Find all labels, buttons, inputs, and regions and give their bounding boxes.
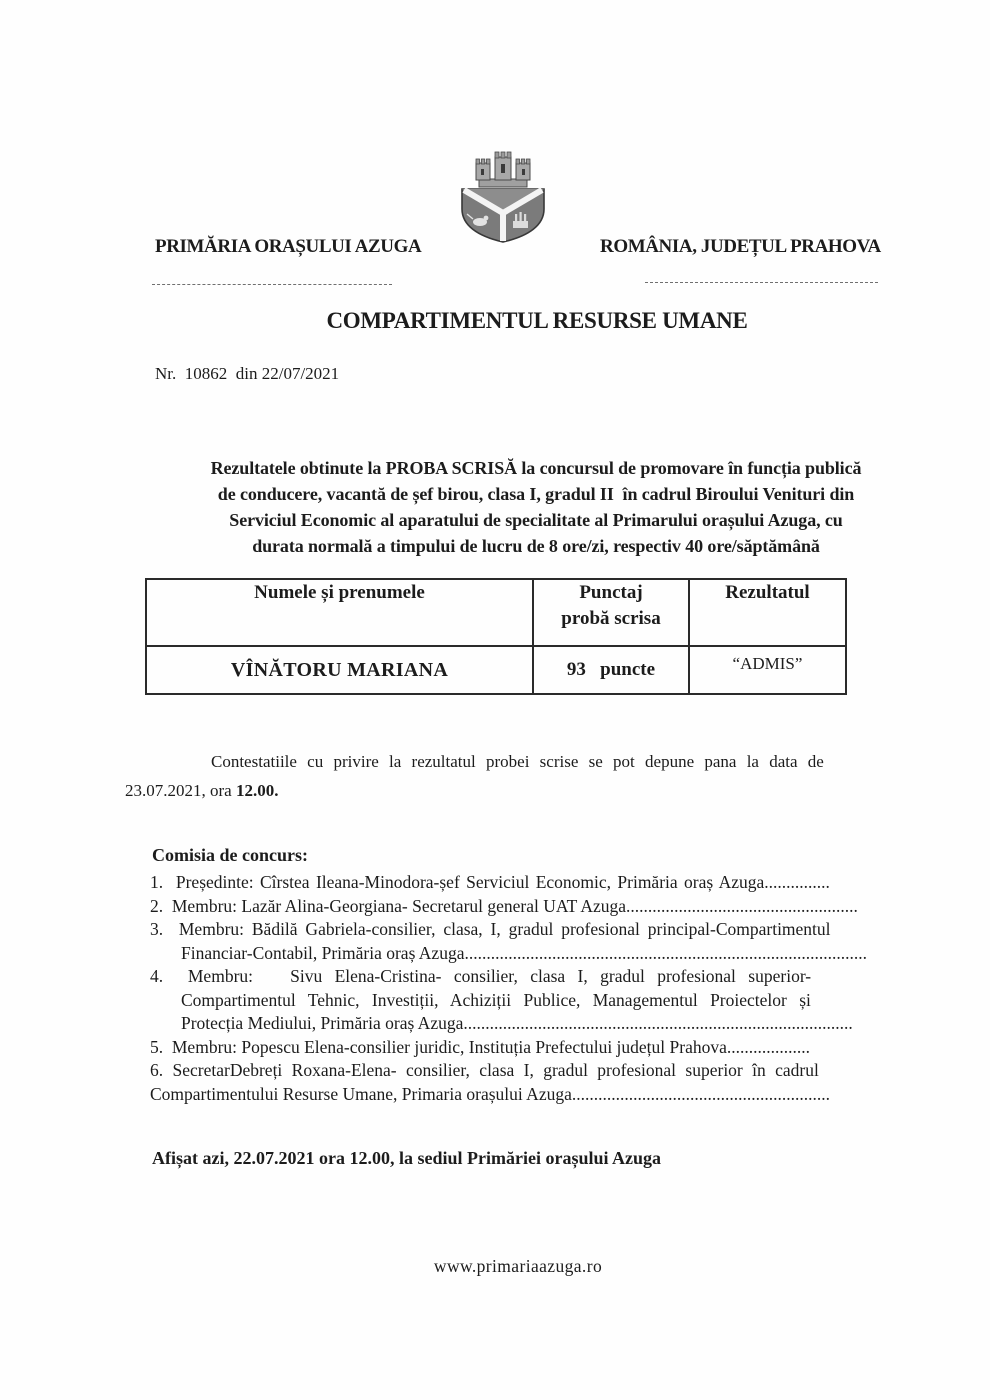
column-header-label: probă scrisa [561,608,661,629]
intro-line: durata normală a timpului de lucru de 8 ore/zi, respectiv 40 ore/săptămână [252,536,820,556]
score-value: 93 puncte [566,659,656,680]
contestation-paragraph [125,747,925,805]
header-rule-right [645,282,878,283]
column-header-name [146,579,533,646]
column-header-label: Punctaj [579,582,643,603]
commission-line: 6. SecretarDebreți Roxana-Elena- consilier, clasa I, gradul profesional superior în cadrul [150,1060,819,1080]
commission-line: Compartimentul Tehnic, Investiții, Achiziții Publice, Managementul Proiectelor și [181,989,811,1010]
intro-paragraph [143,455,929,559]
candidate-name: VÎNĂTORU MARIANA [230,658,449,681]
intro-line: Serviciul Economic al aparatului de specialitate al Primarului orașului Azuga, cu [229,510,843,530]
commission-line: 4. Membru: Sivu Elena-Cristina- consilier, clasa I, gradul profesional superior- [150,966,812,986]
commission-line: 5. Membru: Popescu Elena-consilier juridic, Instituția Prefectului județul Prahova................... [150,1036,811,1057]
registration-number: Nr. 10862 din 22/07/2021 [155,364,340,383]
column-header-score [533,579,689,646]
contestation-line: Contestatiile cu privire la rezultatul probei scrise se pot depune pana la data de [211,752,824,771]
table-row [146,646,846,694]
commission-line: Protecția Mediului, Primăria oraș Azuga......................................................................................... [181,1013,853,1033]
header-left-text: PRIMĂRIA ORAȘULUI AZUGA [155,236,422,257]
results-table [145,578,847,695]
commission-heading: Comisia de concurs: [152,845,308,865]
contestation-deadline-hour: 12.00. [235,781,279,800]
contestation-line [125,776,925,805]
commission-line: Financiar-Contabil, Primăria oraș Azuga............................................................................................ [181,942,867,963]
header-rule-left [152,284,392,285]
header-right-text: ROMÂNIA, JUDEȚUL PRAHOVA [600,236,881,257]
coat-of-arms-icon [459,149,547,245]
intro-line: de conducere, vacantă de șef birou, clasa I, gradul II în cadrul Biroului Venituri din [217,484,855,504]
result-value: “ADMIS” [732,654,803,673]
commission-line: 1. Președinte: Cîrstea Ileana-Minodora-șef Serviciul Economic, Primăria oraș Azuga............... [150,872,830,892]
table-header-row [146,579,846,646]
column-header-label: Rezultatul [725,582,810,603]
posted-notice: Afișat azi, 22.07.2021 ora 12.00, la sediul Primăriei orașului Azuga [152,1148,661,1168]
column-header-label: Numele și prenumele [254,582,425,603]
commission-line: 3. Membru: Bădilă Gabriela-consilier, clasa, I, gradul profesional principal-Compartimentul [150,919,831,939]
page-title: COMPARTIMENTUL RESURSE UMANE [326,308,748,333]
commission-line: 2. Membru: Lazăr Alina-Georgiana- Secretarul general UAT Azuga..................................................... [150,895,858,916]
column-header-result [689,579,846,646]
contestation-deadline-prefix: 23.07.2021, ora [125,781,236,800]
intro-line: Rezultatele obtinute la PROBA SCRISĂ la concursul de promovare în funcția publică [210,458,862,478]
commission-line: Compartimentului Resurse Umane, Primaria orașului Azuga........................................................... [150,1083,830,1104]
candidate-name-cell [146,646,533,694]
result-cell [689,646,846,694]
commission-list [150,871,950,1106]
website-footer: www.primariaazuga.ro [433,1256,603,1276]
score-cell [533,646,689,694]
